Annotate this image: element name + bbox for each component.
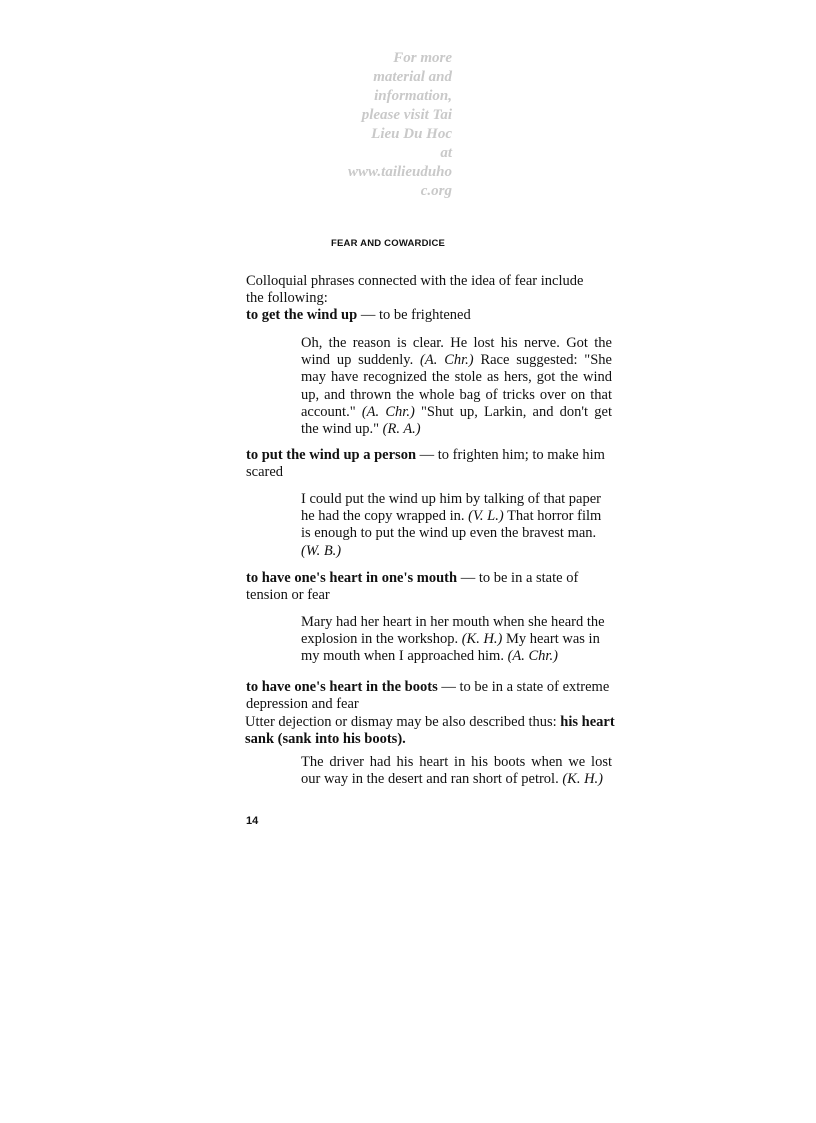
quote-text: Race suggested: "She may have recognized the stole as hers, got the wind up, and thrown the whole bag of tricks over on that account." — [301, 352, 612, 420]
intro-line: Colloquial phrases connected with the idea of fear include — [246, 273, 584, 289]
source-citation: (A. Chr.) — [361, 403, 415, 420]
quote-text: My heart was in my mouth when I approached him. — [301, 631, 600, 665]
example-quote — [301, 614, 612, 666]
entry-definition: — to be in a state of extreme depression and fear — [246, 679, 610, 713]
note-phrase: his heart sank (sank into his boots). — [245, 714, 615, 748]
page-number: 14 — [246, 815, 259, 827]
watermark-line: Lieu Du Hoc — [371, 126, 452, 142]
watermark-line: information, — [374, 88, 452, 104]
entry-term: to put the wind up a person — [246, 447, 417, 463]
watermark-line: please visit Tai — [361, 107, 452, 123]
entry-heading — [246, 307, 616, 324]
watermark-line: material and — [373, 69, 452, 85]
entry-definition: — to frighten him; to make him scared — [246, 447, 605, 481]
note-paragraph — [245, 714, 615, 748]
source-citation: (K. H.) — [461, 631, 503, 648]
source-citation: (K. H.) — [562, 771, 604, 788]
entry-definition: — to be in a state of tension or fear — [246, 570, 579, 604]
intro-line: the following: — [246, 290, 328, 307]
quote-text: "Shut up, Larkin, and don't get the wind up." — [301, 403, 612, 438]
source-citation: (A. Chr.) — [420, 352, 474, 369]
example-quote — [301, 754, 612, 788]
watermark-line: c.org — [420, 183, 452, 199]
quote-text: That horror film is enough to put the wind up even the bravest man. — [301, 508, 602, 542]
quote-text: Mary had her heart in her mouth when she heard the explosion in the workshop. — [301, 614, 605, 648]
watermark-line: www.tailieuduho — [347, 164, 452, 180]
source-citation: (V. L.) — [468, 508, 504, 525]
entry-term: to get the wind up — [246, 307, 358, 324]
source-citation: (R. A.) — [382, 421, 421, 438]
quote-text: Oh, the reason is clear. He lost his nerve. Got the wind up suddenly. — [301, 335, 612, 369]
example-quote — [301, 491, 612, 560]
quote-text: The driver had his heart in his boots when we lost our way in the desert and ran short of petrol. — [301, 754, 612, 788]
watermark-line: at — [440, 145, 452, 161]
watermark-line: For more — [393, 50, 452, 66]
example-quote — [301, 335, 612, 438]
section-title: FEAR AND COWARDICE — [331, 238, 446, 249]
entry-definition: — to be frightened — [357, 307, 471, 324]
entry-term: to have one's heart in the boots — [246, 679, 438, 695]
quote-text: I could put the wind up him by talking of that paper he had the copy wrapped in. — [301, 491, 602, 525]
watermark — [300, 49, 452, 201]
note-text: Utter dejection or dismay may be also described thus: — [245, 714, 561, 730]
intro-paragraph — [246, 273, 616, 325]
entry-heading — [246, 570, 616, 604]
entry-heading — [246, 679, 616, 713]
source-citation: (W. B.) — [301, 542, 342, 559]
source-citation: (A. Chr.) — [507, 648, 558, 665]
entry-heading — [246, 447, 616, 481]
entry-term: to have one's heart in one's mouth — [246, 570, 458, 586]
